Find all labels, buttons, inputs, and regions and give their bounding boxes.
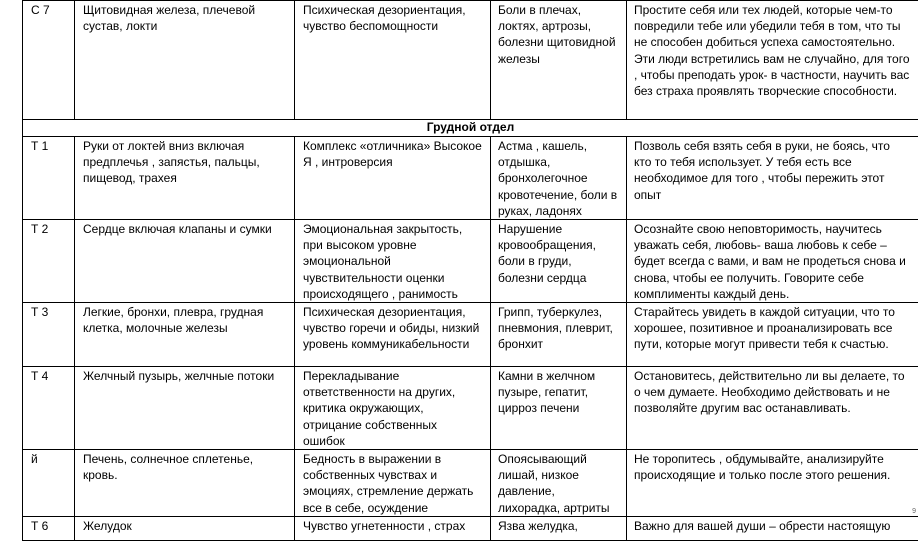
section-row (23, 120, 918, 137)
table-row (23, 303, 918, 367)
vertebra-code: Т 3 (23, 303, 75, 367)
psych-cell: Перекладывание ответственности на других, критика окружающих, отрицание собственных ошибок (295, 367, 491, 450)
organs-cell: Печень, солнечное сплетенье, кровь. (75, 450, 295, 517)
organs-cell: Сердце включая клапаны и сумки (75, 220, 295, 303)
vertebra-code: Т 6 (23, 516, 75, 540)
advice-cell: Простите себя или тех людей, которые чем-то повредили тебе или убедили тебя в том, что ты не способен добиться успеха самостоятельно. Эти люди встретились вам не случайно, для того , чтобы преподать урок- в частности, научить вас без страха проявлять творческие способности. (627, 1, 918, 120)
document-table-area (22, 0, 918, 541)
disease-cell: Язва желудка, (491, 516, 627, 540)
organs-cell: Желчный пузырь, желчные потоки (75, 367, 295, 450)
disease-cell: Астма , кашель, отдышка, бронхолегочное кровотечение, боли в руках, ладонях (491, 137, 627, 220)
advice-cell: Остановитесь, действительно ли вы делаете, то о чем думаете. Необходимо действовать и не позволяйте другим вас останавливать. (627, 367, 918, 450)
disease-cell: Грипп, туберкулез, пневмония, плеврит, бронхит (491, 303, 627, 367)
vertebra-code: С 7 (23, 1, 75, 120)
psych-cell: Комплекс «отличника» Высокое Я , интроверсия (295, 137, 491, 220)
vertebra-code: Т 2 (23, 220, 75, 303)
psych-cell: Эмоциональная закрытость, при высоком уровне эмоциональной чувствительности оценки происходящего , ранимость (295, 220, 491, 303)
disease-cell: Опоясывающий лишай, низкое давление, лихорадка, артриты (491, 450, 627, 517)
advice-cell: Важно для вашей души – обрести настоящую (627, 516, 918, 540)
advice-cell: Не торопитесь , обдумывайте, анализируйте происходящие и только после этого решения. (627, 450, 918, 517)
table-row (23, 1, 918, 120)
table-row (23, 516, 918, 540)
psych-cell: Чувство угнетенности , страх (295, 516, 491, 540)
vertebra-code: Т 4 (23, 367, 75, 450)
psych-cell: Психическая дезориентация, чувство беспомощности (295, 1, 491, 120)
advice-cell: Осознайте свою неповторимость, научитесь уважать себя, любовь- ваша любовь к себе – будет всегда с вами, и вам не продеться снова и снова, чтобы ее получить. Говорите себе комплименты каждый день. (627, 220, 918, 303)
table-row (23, 367, 918, 450)
advice-cell: Позволь себя взять себя в руки, не боясь, что кто то тебя использует. У тебя есть все необходимое для того , чтобы пережить этот опыт (627, 137, 918, 220)
organs-cell: Руки от локтей вниз включая предплечья , запястья, пальцы, пищевод, трахея (75, 137, 295, 220)
psych-cell: Психическая дезориентация, чувство горечи и обиды, низкий уровень коммуникабельности (295, 303, 491, 367)
table-row (23, 220, 918, 303)
section-title: Грудной отдел (23, 120, 918, 137)
spine-table (22, 0, 918, 541)
disease-cell: Нарушение кровообращения, боли в груди, болезни сердца (491, 220, 627, 303)
vertebra-code: Т 1 (23, 137, 75, 220)
organs-cell: Легкие, бронхи, плевра, грудная клетка, молочные железы (75, 303, 295, 367)
organs-cell: Желудок (75, 516, 295, 540)
disease-cell: Камни в желчном пузыре, гепатит, цирроз печени (491, 367, 627, 450)
disease-cell: Боли в плечах, локтях, артрозы, болезни щитовидной железы (491, 1, 627, 120)
advice-cell: Старайтесь увидеть в каждой ситуации, что то хорошее, позитивное и проанализировать все пути, которые могут привести тебя к счастью. (627, 303, 918, 367)
vertebra-code: й (23, 450, 75, 517)
page-marker: 9 (912, 508, 916, 515)
table-row (23, 137, 918, 220)
psych-cell: Бедность в выражении в собственных чувствах и эмоциях, стремление держать все в себе, осуждение (295, 450, 491, 517)
table-row (23, 450, 918, 517)
organs-cell: Щитовидная железа, плечевой сустав, локти (75, 1, 295, 120)
